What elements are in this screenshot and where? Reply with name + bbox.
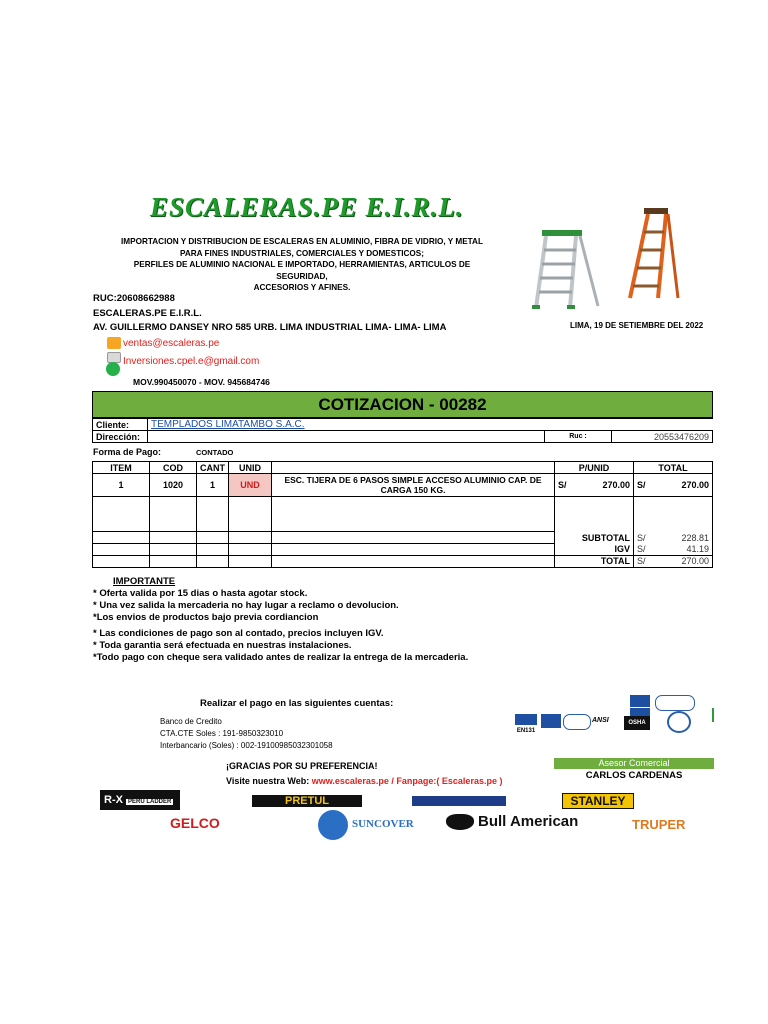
- line-total-currency: S/: [634, 474, 655, 497]
- note-line: * Toda garantia será efectuada en nuestras instalaciones.: [93, 640, 352, 651]
- col-cant: CANT: [197, 462, 229, 474]
- address-value: [148, 431, 545, 443]
- line-cant: 1: [197, 474, 229, 497]
- line-punit-currency: S/: [555, 474, 576, 497]
- eu-flag-icon: [630, 695, 650, 707]
- gs-cert-icon: [655, 695, 695, 711]
- iso-cert-icon: [667, 711, 691, 733]
- email-sales-link[interactable]: ventas@escaleras.pe: [123, 338, 220, 349]
- igv-currency: S/: [634, 544, 655, 556]
- brand-banner-logo: [412, 796, 506, 806]
- quote-title: COTIZACION - 00282: [92, 391, 713, 418]
- client-name-cell: [148, 419, 713, 431]
- green-divider: [712, 708, 714, 722]
- ansi-cert: ANSI: [592, 717, 609, 724]
- stanley-logo: STANLEY: [562, 793, 634, 809]
- bull-american-logo: Bull American: [478, 813, 579, 830]
- note-line: * Las condiciones de pago son al contado, precios incluyen IGV.: [93, 628, 384, 639]
- truper-logo: TRUPER: [632, 817, 686, 832]
- fiberglass-ladder-image: [622, 206, 682, 301]
- client-ruc: 20553476209: [612, 431, 713, 443]
- advisor-title: Asesor Comercial: [554, 758, 714, 769]
- line-cod: 1020: [150, 474, 197, 497]
- client-label: Cliente:: [93, 419, 148, 431]
- line-total: 270.00: [654, 474, 713, 497]
- thanks-text: ¡GRACIAS POR SU PREFERENCIA!: [226, 761, 378, 771]
- phone-numbers: MOV.990450070 - MOV. 945684746: [133, 377, 270, 387]
- note-line: * Una vez salida la mercaderia no hay lugar a reclamo o devolucion.: [93, 600, 399, 611]
- total-label: TOTAL: [555, 556, 634, 568]
- total-currency: S/: [634, 556, 655, 568]
- aluminum-ladder-image: [530, 226, 605, 310]
- col-unid: UNID: [229, 462, 272, 474]
- bank-cci: Interbancario (Soles) : 002-19100985032301058: [160, 741, 333, 750]
- ruc-label: Ruc :: [545, 431, 612, 443]
- items-table: [92, 461, 713, 568]
- igv-label: IGV: [555, 544, 634, 556]
- payment-title: Realizar el pago en las siguientes cuentas:: [200, 698, 394, 709]
- line-unid: UND: [229, 474, 272, 497]
- quote-date: LIMA, 19 DE SETIEMBRE DEL 2022: [570, 321, 704, 330]
- company-name: ESCALERAS.PE E.I.R.L.: [150, 192, 464, 222]
- company-tagline: IMPORTACION Y DISTRIBUCION DE ESCALERAS EN ALUMINIO, FIBRA DE VIDRIO, Y METAL PARA FINES INDUSTRIALES, COMERCIALES Y DOMESTICOS; PERFILES DE ALUMINIO NACIONAL E IMPORTADO, HERRAMIENTAS, ARTICULOS DE SEGURIDAD, ACCESORIOS Y AFINES.: [121, 237, 483, 292]
- note-line: * Oferta valida por 15 dias o hasta agotar stock.: [93, 588, 308, 599]
- col-total: TOTAL: [634, 462, 713, 474]
- payment-label: Forma de Pago:: [93, 447, 162, 457]
- bull-icon: [446, 814, 474, 830]
- website-link[interactable]: www.escaleras.pe / Fanpage:( Escaleras.pe ): [311, 776, 503, 786]
- table-row: [93, 474, 713, 497]
- company-legal-name: ESCALERAS.PE E.I.R.L.: [93, 308, 202, 319]
- important-notes: [93, 576, 468, 664]
- website-line: Visite nuestra Web: www.escaleras.pe / Fanpage:( Escaleras.pe ): [226, 776, 503, 786]
- suncover-logo: SUNCOVER: [352, 818, 414, 830]
- note-line: *Los envios de productos bajo previa cordiancion: [93, 612, 319, 623]
- line-punit: 270.00: [575, 474, 634, 497]
- client-info-table: [92, 418, 713, 443]
- bank-name: Banco de Credito: [160, 717, 222, 726]
- client-name-link[interactable]: TEMPLADOS LIMATAMBO S.A.C.: [151, 419, 305, 430]
- gs2-cert-icon: [563, 714, 591, 730]
- company-address: AV. GUILLERMO DANSEY NRO 585 URB. LIMA INDUSTRIAL LIMA- LIMA- LIMA: [93, 322, 447, 333]
- gelco-logo: GELCO: [170, 815, 220, 831]
- whatsapp-icon: [106, 362, 120, 376]
- note-line: *Todo pago con cheque sera validado antes de realizar la entrega de la mercaderia.: [93, 652, 469, 663]
- osha-cert: OSHA: [624, 716, 650, 730]
- igv-value: 41.19: [654, 544, 713, 556]
- col-desc: [272, 462, 555, 474]
- line-description: ESC. TIJERA DE 6 PASOS SIMPLE ACCESO ALUMINIO CAP. DE CARGA 150 KG.: [272, 474, 555, 497]
- en131-cert-icon: [630, 708, 650, 716]
- bank-account: CTA.CTE Soles : 191-9850323010: [160, 729, 284, 738]
- notes-title: IMPORTANTE: [113, 576, 176, 587]
- rex-logo: R-X PERU LADDER: [100, 790, 180, 810]
- payment-value: CONTADO: [196, 448, 234, 457]
- col-cod: COD: [150, 462, 197, 474]
- subtotal-value: 228.81: [654, 532, 713, 544]
- company-ruc: RUC:20608662988: [93, 293, 175, 304]
- bank-info: [160, 716, 333, 752]
- subtotal-currency: S/: [634, 532, 655, 544]
- tuv-cert-icon: [541, 714, 561, 728]
- col-item: ITEM: [93, 462, 150, 474]
- pretul-logo: PRETUL: [252, 795, 362, 807]
- address-label: Dirección:: [93, 431, 148, 443]
- en131-badge: EN131: [515, 714, 537, 734]
- suncover-icon: [318, 810, 348, 840]
- total-value: 270.00: [654, 556, 713, 568]
- subtotal-label: SUBTOTAL: [555, 532, 634, 544]
- col-punit: P/UNID: [555, 462, 634, 474]
- email-investments-link[interactable]: Inversiones.cpel.e@gmail.com: [123, 356, 260, 367]
- advisor-name: CARLOS CARDENAS: [585, 770, 683, 781]
- line-item: 1: [93, 474, 150, 497]
